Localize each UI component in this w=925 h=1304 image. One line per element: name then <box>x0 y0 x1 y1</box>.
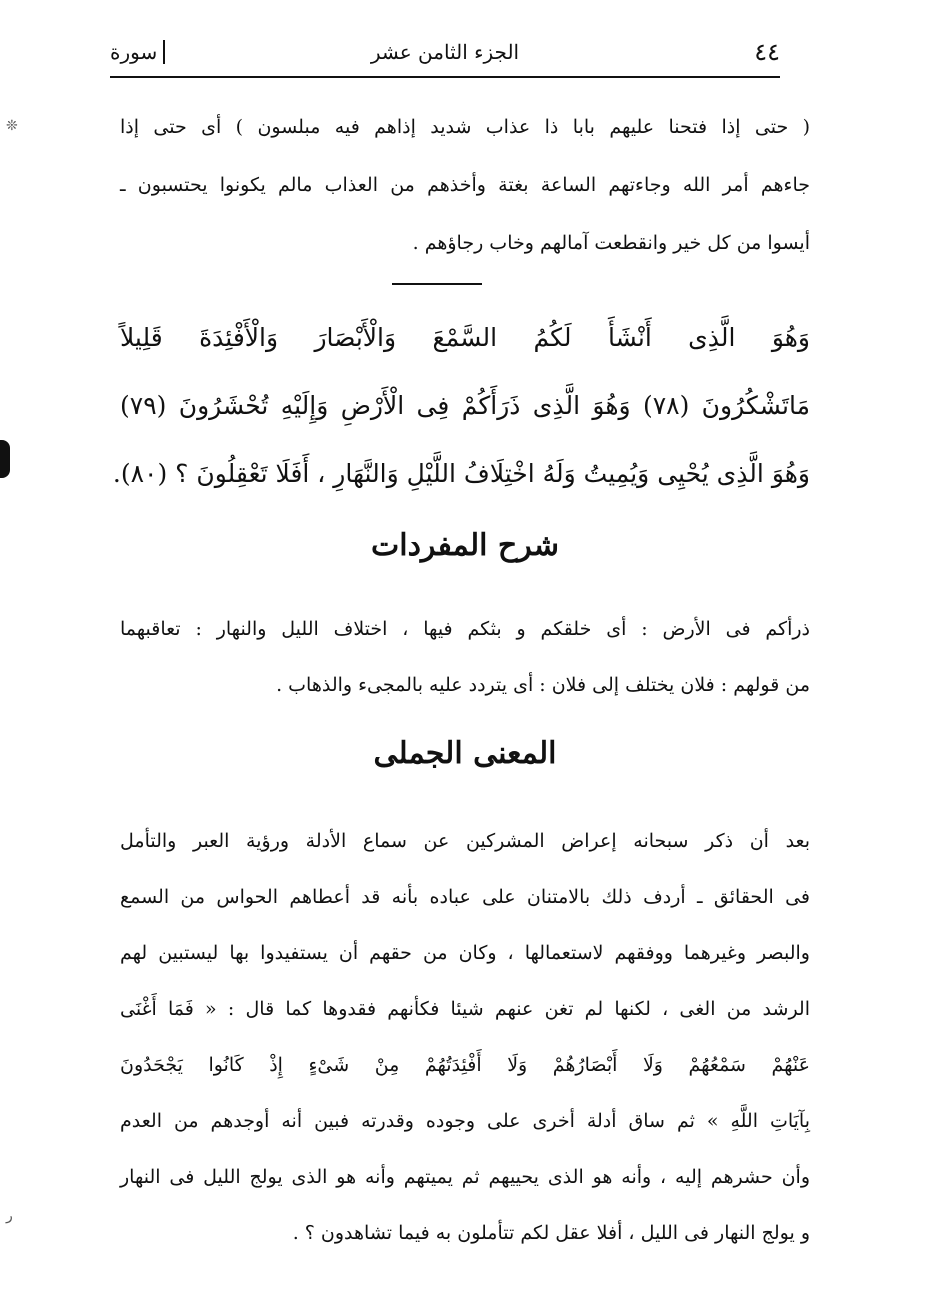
commentary-line: أيسوا من كل خير وانقطعت آمالهم وخاب رجاؤهم . <box>412 232 810 254</box>
meaning-line: عَنْهُمْ سَمْعُهُمْ وَلَا أَبْصَارُهُمْ وَلَا أَفْئِدَتُهُمْ مِنْ شَىْءٍ إِذْ كَانُوا يَجْحَدُونَ <box>120 1054 810 1076</box>
section-separator <box>392 283 482 285</box>
page-number: ٤٤ <box>754 38 780 66</box>
verse-line: وَهُوَ الَّذِى يُحْيِى وَيُمِيتُ وَلَهُ اخْتِلَافُ اللَّيْلِ وَالنَّهَارِ ، أَفَلَا تَعْقِلُونَ ؟ (٨٠). <box>112 459 810 488</box>
general-meaning-heading: المعنى الجملى <box>373 736 557 771</box>
meaning-line: فى الحقائق ـ أردف ذلك بالامتنان على عباده بأنه قد أعطاهم الحواس من السمع <box>120 886 810 908</box>
margin-glyph: ر <box>6 1208 13 1224</box>
running-title: الجزء الثامن عشر <box>370 40 520 64</box>
commentary-top <box>120 112 810 262</box>
margin-glyph: ❊ <box>6 118 18 134</box>
scan-edge-mark <box>0 440 10 478</box>
commentary-line: جاءهم أمر الله وجاءتهم الساعة بغتة وأخذهم من العذاب مالم يكونوا يحتسبون ـ <box>120 174 810 196</box>
surah-label: سورة <box>110 40 165 64</box>
verse-line: وَهُوَ الَّذِى أَنْشَأَ لَكُمُ السَّمْعَ وَالْأَبْصَارَ وَالْأَفْئِدَةَ قَلِيلاً <box>120 323 810 352</box>
general-meaning-section <box>120 736 810 1244</box>
commentary-line: ( حتى إذا فتحنا عليهم بابا ذا عذاب شديد إذاهم فيه مبلسون ) أى حتى إذا <box>120 116 810 138</box>
meaning-line: الرشد من الغى ، لكنها لم تغن عنهم شيئا فكأنهم فقدوها كما قال : « فَمَا أَغْنَى <box>120 998 810 1020</box>
meaning-line: والبصر وغيرهما ووفقهم لاستعمالها ، وكان من حقهم أن يستفيدوا بها ليستبين لهم <box>120 942 810 964</box>
verse-line: مَاتَشْكُرُونَ (٧٨) وَهُوَ الَّذِى ذَرَأَكُمْ فِى الْأَرْضِ وَإِلَيْهِ تُحْشَرُونَ (٧٩) <box>120 391 810 420</box>
running-header <box>110 36 780 76</box>
meaning-line: بعد أن ذكر سبحانه إعراض المشركين عن سماع الأدلة ورؤية العبر والتأمل <box>120 830 810 852</box>
vocab-heading: شرح المفردات <box>371 528 559 563</box>
verses-block <box>112 318 810 498</box>
vocab-line: من قولهم : فلان يختلف إلى فلان : أى يتردد عليه بالمجىء والذهاب . <box>276 674 810 696</box>
header-rule <box>110 76 780 78</box>
meaning-line: بِآيَاتِ اللَّهِ » ثم ساق أدلة أخرى على وجوده وقدرته فبين أنه أوجدهم من العدم <box>120 1110 810 1132</box>
vocab-line: ذرأكم فى الأرض : أى خلقكم و بثكم فيها ، اختلاف الليل والنهار : تعاقبهما <box>120 618 810 640</box>
meaning-line: و يولج النهار فى الليل ، أفلا عقل لكم تتأملون به فيما تشاهدون ؟ . <box>292 1222 810 1244</box>
vocab-section <box>120 528 810 698</box>
meaning-line: وأن حشرهم إليه ، وأنه هو الذى يحييهم ثم يميتهم وأنه هو الذى يولج الليل فى النهار <box>120 1166 810 1188</box>
